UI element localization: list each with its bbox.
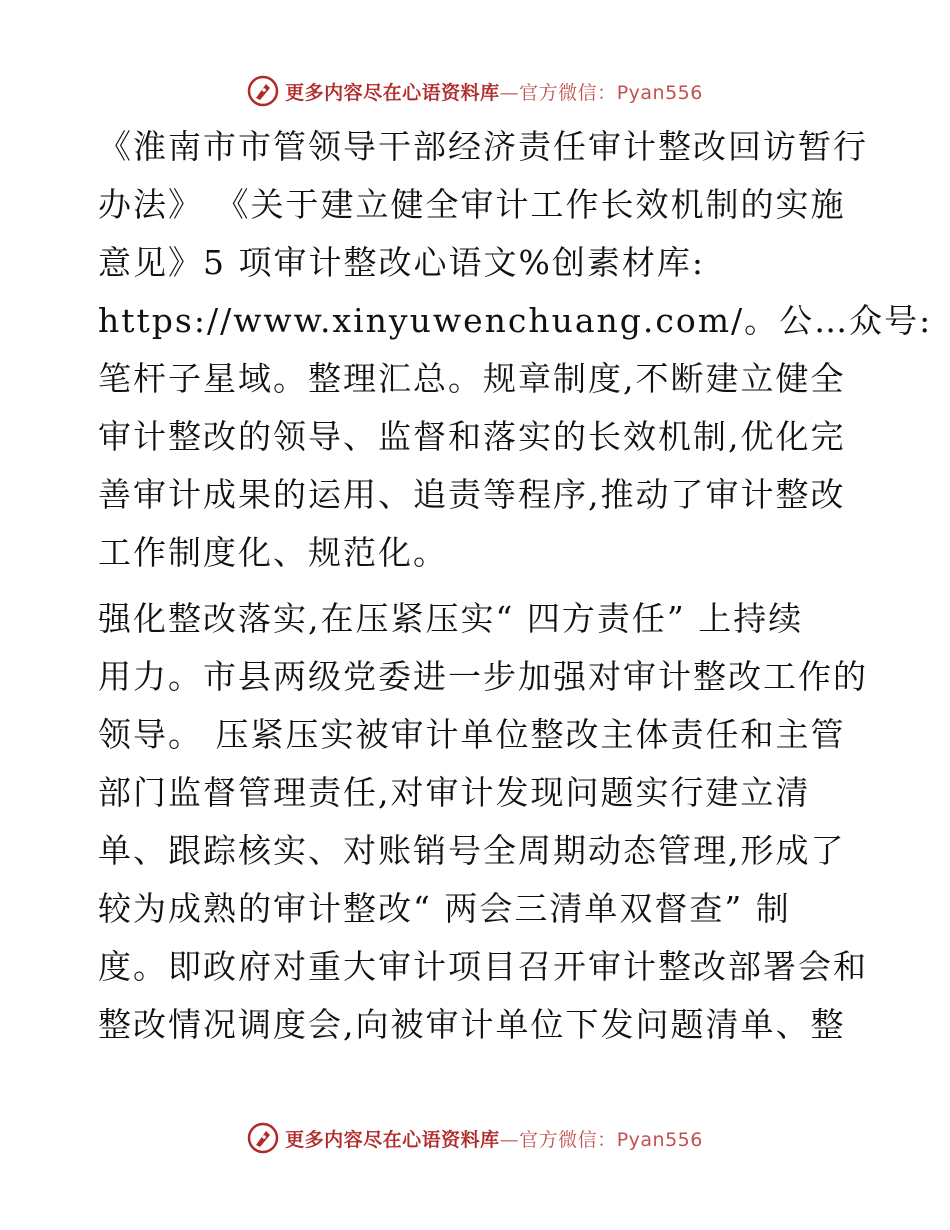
pen-nib-logo-icon (247, 1122, 279, 1154)
text-line: 领导。 压紧压实被审计单位整改主体责任和主管 (98, 715, 846, 754)
text-line: 审计整改的领导、监督和落实的长效机制,优化完 (98, 417, 846, 456)
footer-banner-separator: — (499, 1128, 520, 1151)
text-line: 笔杆子星域。整理汇总。规章制度,不断建立健全 (98, 359, 846, 398)
footer-banner-wechat-id: Pyan556 (616, 1128, 703, 1151)
text-line: 意见》5 项审计整改心语文%创素材库: (98, 243, 705, 282)
text-line: 单、跟踪核实、对账销号全周期动态管理,形成了 (98, 831, 846, 870)
footer-banner-main: 更多内容尽在心语资料库 (285, 1128, 500, 1151)
header-banner (0, 71, 950, 111)
paragraph-1 (98, 118, 933, 582)
header-banner-wechat-id: Pyan556 (616, 81, 703, 104)
header-banner-main: 更多内容尽在心语资料库 (285, 81, 500, 104)
pen-nib-logo-icon (247, 75, 279, 107)
text-line: 用力。市县两级党委进一步加强对审计整改工作的 (98, 657, 868, 696)
text-line: 工作制度化、规范化。 (98, 533, 448, 572)
footer-banner-text (285, 1125, 703, 1152)
text-line: 善审计成果的运用、追责等程序,推动了审计整改 (98, 475, 846, 514)
header-banner-wechat-label: 官方微信： (519, 81, 617, 104)
text-line: 度。即政府对重大审计项目召开审计整改部署会和 (98, 947, 868, 986)
text-line: https://www.xinyuwenchuang.com/。公…众号: (98, 301, 933, 340)
footer-banner (0, 1118, 950, 1158)
text-line: 办法》 《关于建立健全审计工作长效机制的实施 (98, 185, 846, 224)
text-line: 整改情况调度会,向被审计单位下发问题清单、整 (98, 1005, 846, 1044)
text-line: 《淮南市市管领导干部经济责任审计整改回访暂行 (98, 127, 868, 166)
document-body (98, 118, 933, 1054)
text-line: 强化整改落实,在压紧压实“ 四方责任” 上持续 (98, 599, 804, 638)
paragraph-2 (98, 590, 868, 1054)
header-banner-separator: — (499, 81, 520, 104)
footer-banner-wechat-label: 官方微信： (519, 1128, 617, 1151)
text-line: 较为成熟的审计整改“ 两会三清单双督查” 制 (98, 889, 791, 928)
text-line: 部门监督管理责任,对审计发现问题实行建立清 (98, 773, 811, 812)
header-banner-text (285, 78, 703, 105)
